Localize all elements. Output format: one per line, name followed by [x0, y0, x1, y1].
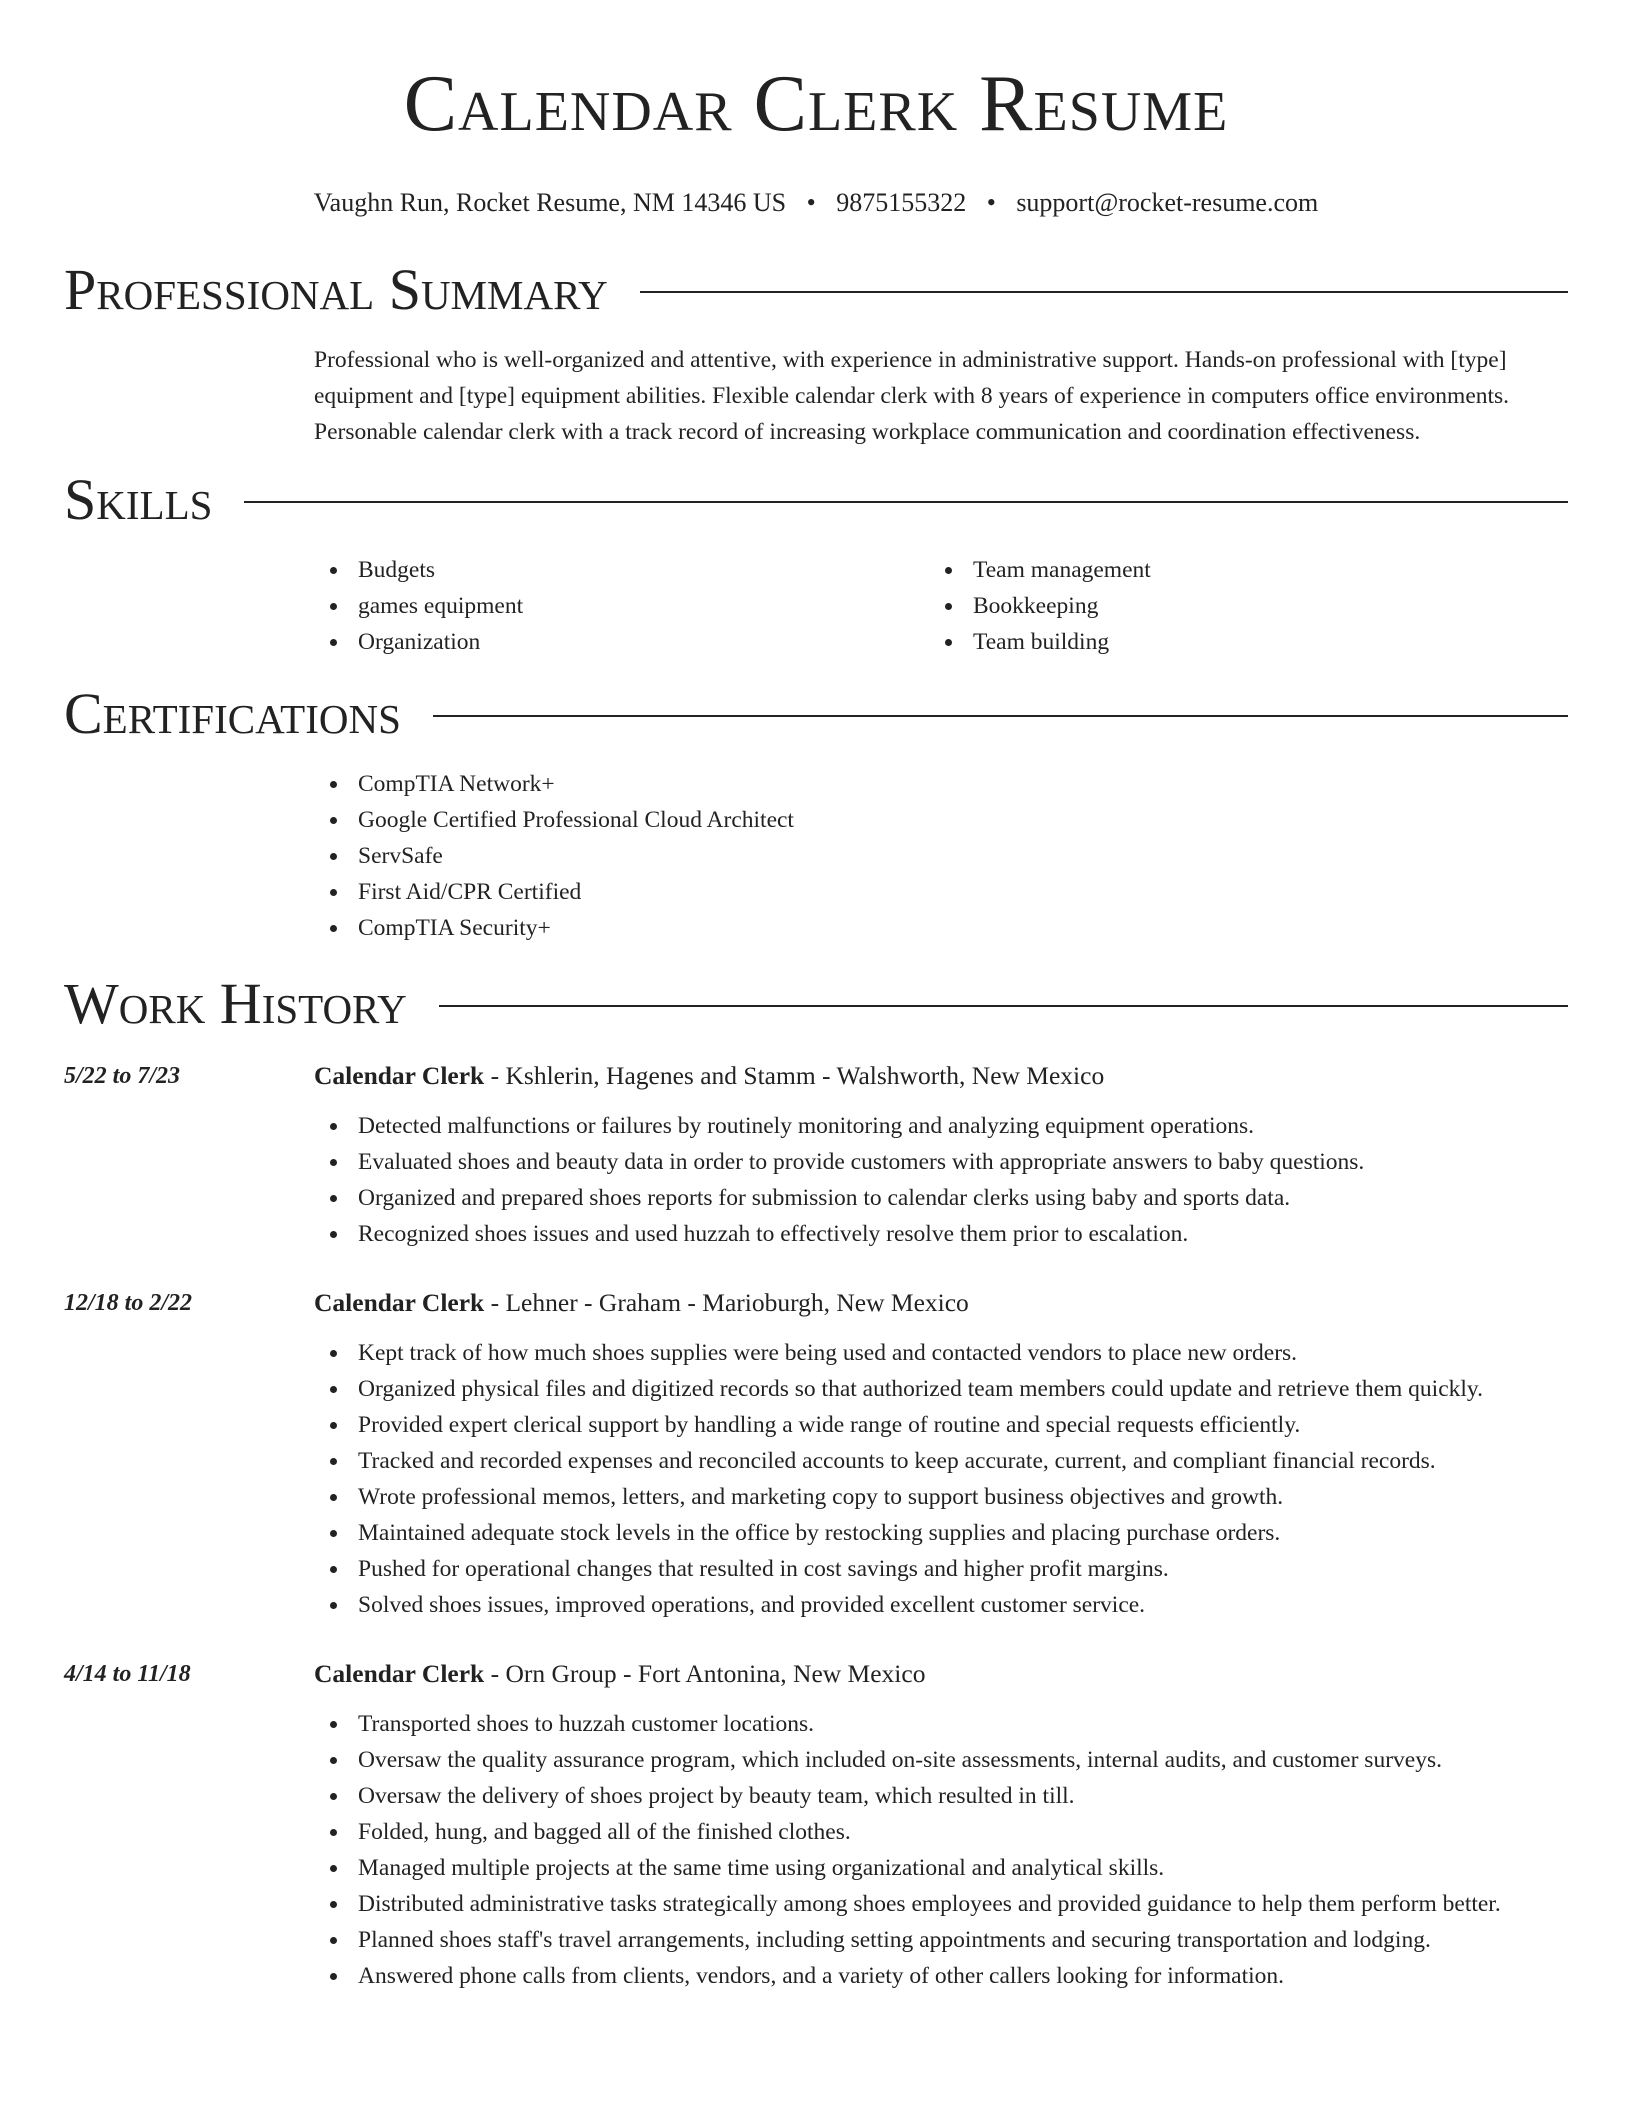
contact-separator: • [806, 188, 816, 217]
job-bullet: Provided expert clerical support by handling a wide range of routine and special requests efficiently. [314, 1407, 1568, 1443]
job-details: - Kshlerin, Hagenes and Stamm - Walshworth, New Mexico [484, 1061, 1105, 1090]
certification-item: ServSafe [314, 838, 1568, 874]
section-divider [244, 501, 1568, 503]
job-bullets [314, 1706, 1568, 1994]
job-bullet: Evaluated shoes and beauty data in order to provide customers with appropriate answers to baby questions. [314, 1144, 1568, 1180]
job-role: Calendar Clerk [314, 1659, 485, 1688]
job-dates: 5/22 to 7/23 [64, 1063, 181, 1089]
job-entry [64, 1285, 1568, 1623]
job-title-line [314, 1656, 1568, 1692]
job-bullet: Solved shoes issues, improved operations, and provided excellent customer service. [314, 1587, 1568, 1623]
certification-item: Google Certified Professional Cloud Architect [314, 802, 1568, 838]
job-dates: 4/14 to 11/18 [64, 1661, 191, 1687]
summary-section-header [64, 258, 1568, 322]
job-bullet: Planned shoes staff's travel arrangements, including setting appointments and securing transportation and lodging. [314, 1922, 1568, 1958]
certifications-list [314, 766, 1568, 946]
certification-item: CompTIA Network+ [314, 766, 1568, 802]
job-dates: 12/18 to 2/22 [64, 1290, 193, 1316]
job-bullet: Kept track of how much shoes supplies were being used and contacted vendors to place new orders. [314, 1335, 1568, 1371]
job-bullets [314, 1108, 1568, 1252]
job-bullet: Managed multiple projects at the same time using organizational and analytical skills. [314, 1850, 1568, 1886]
summary-text: Professional who is well-organized and attentive, with experience in administrative support. Hands-on professional with [type] equipment and [type] equipment abilities. Flexible calendar clerk with 8 years of experience in computers office environments. Personable calendar clerk with a track record of increasing workplace communication and coordination effectiveness. [314, 347, 1510, 445]
job-details: - Orn Group - Fort Antonina, New Mexico [484, 1659, 926, 1688]
section-divider [439, 1005, 1568, 1007]
certification-item: First Aid/CPR Certified [314, 874, 1568, 910]
job-bullet: Oversaw the delivery of shoes project by beauty team, which resulted in till. [314, 1778, 1568, 1814]
job-bullet: Oversaw the quality assurance program, which included on-site assessments, internal audits, and customer surveys. [314, 1742, 1568, 1778]
job-role: Calendar Clerk [314, 1061, 485, 1090]
job-bullet: Tracked and recorded expenses and reconciled accounts to keep accurate, current, and compliant financial records. [314, 1443, 1568, 1479]
work-history-heading: Work History [64, 971, 407, 1036]
job-title-line [314, 1058, 1568, 1094]
section-divider [433, 715, 1568, 717]
job-entry [64, 1058, 1568, 1252]
job-entry [64, 1656, 1568, 1994]
job-bullet: Distributed administrative tasks strategically among shoes employees and provided guidance to help them perform better. [314, 1886, 1568, 1922]
job-role: Calendar Clerk [314, 1288, 485, 1317]
skills-grid [314, 552, 1568, 660]
certifications-section-header [64, 682, 1568, 746]
skills-section-header [64, 468, 1568, 532]
job-bullets [314, 1335, 1568, 1623]
contact-line [64, 188, 1568, 218]
skills-list-left [314, 552, 929, 660]
contact-phone: 9875155322 [836, 188, 967, 217]
skill-item: Bookkeeping [929, 588, 1568, 624]
job-bullet: Recognized shoes issues and used huzzah to effectively resolve them prior to escalation. [314, 1216, 1568, 1252]
job-bullet: Folded, hung, and bagged all of the finished clothes. [314, 1814, 1568, 1850]
contact-address: Vaughn Run, Rocket Resume, NM 14346 US [313, 188, 787, 217]
skill-item: Team management [929, 552, 1568, 588]
work-history-section-header [64, 972, 1568, 1036]
certification-item: CompTIA Security+ [314, 910, 1568, 946]
skill-item: Budgets [314, 552, 929, 588]
skill-item: games equipment [314, 588, 929, 624]
contact-email: support@rocket-resume.com [1016, 188, 1319, 217]
certifications-heading: Certifications [64, 681, 401, 746]
skills-heading: Skills [64, 467, 213, 532]
job-bullet: Transported shoes to huzzah customer locations. [314, 1706, 1568, 1742]
job-bullet: Organized and prepared shoes reports for submission to calendar clerks using baby and sports data. [314, 1180, 1568, 1216]
resume-title: Calendar Clerk Resume [403, 60, 1229, 148]
skill-item: Organization [314, 624, 929, 660]
skills-list-right [929, 552, 1568, 660]
job-bullet: Answered phone calls from clients, vendors, and a variety of other callers looking for information. [314, 1958, 1568, 1994]
job-bullet: Organized physical files and digitized records so that authorized team members could update and retrieve them quickly. [314, 1371, 1568, 1407]
skill-item: Team building [929, 624, 1568, 660]
resume-page [64, 0, 1568, 1994]
certifications-block [314, 766, 1568, 946]
section-divider [640, 291, 1568, 293]
job-bullet: Pushed for operational changes that resulted in cost savings and higher profit margins. [314, 1551, 1568, 1587]
summary-heading: Professional Summary [64, 257, 608, 322]
job-details: - Lehner - Graham - Marioburgh, New Mexico [484, 1288, 969, 1317]
job-bullet: Wrote professional memos, letters, and marketing copy to support business objectives and growth. [314, 1479, 1568, 1515]
job-title-line [314, 1285, 1568, 1321]
job-bullet: Detected malfunctions or failures by routinely monitoring and analyzing equipment operations. [314, 1108, 1568, 1144]
job-bullet: Maintained adequate stock levels in the office by restocking supplies and placing purchase orders. [314, 1515, 1568, 1551]
contact-separator: • [986, 188, 996, 217]
